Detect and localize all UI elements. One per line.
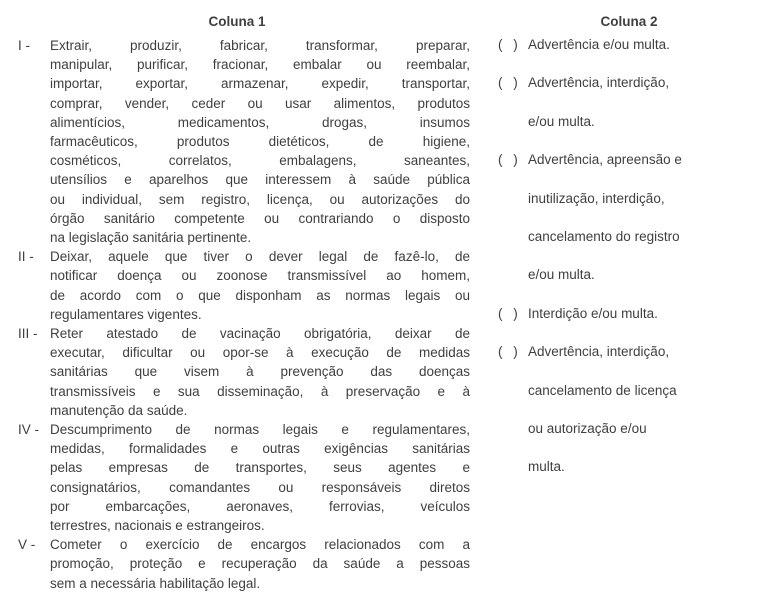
text-line: e/ou multa. [528, 113, 595, 129]
answer-blank: ( ) [498, 305, 518, 321]
coluna2-option [498, 295, 738, 333]
text-line: cancelamento de licença [528, 382, 677, 398]
text-line: multa. [528, 459, 565, 475]
text-line: medidas, formalidades e outras exigências sanitárias [50, 441, 470, 457]
coluna1-header: Coluna 1 [208, 14, 266, 29]
coluna1-item [18, 535, 470, 593]
coluna2-header: Coluna 2 [600, 14, 658, 29]
text-line: Extrair, produzir, fabricar, transformar, preparar, [50, 38, 470, 53]
item-marker: IV - [18, 422, 40, 438]
answer-blank: ( ) [498, 344, 518, 360]
item-marker: III - [18, 326, 38, 342]
text-line: terrestres, nacionais e estrangeiros. [50, 518, 265, 534]
item-marker: II - [18, 249, 34, 265]
option-text [528, 295, 738, 333]
text-line: Advertência, interdição, [528, 75, 670, 91]
item-text [50, 535, 470, 593]
coluna2-option [498, 64, 738, 141]
answer-blank: ( ) [498, 75, 518, 91]
text-line: ou autorização e/ou [528, 421, 647, 437]
text-line: Deixar, aquele que tiver o dever legal de fazê-lo, de [50, 249, 470, 265]
option-text [528, 141, 738, 295]
text-line: órgão sanitário competente ou contrariando o disposto [50, 210, 470, 226]
text-line: e/ou multa. [528, 267, 595, 283]
item-text [50, 247, 470, 324]
option-text [528, 64, 738, 141]
coluna1-item [18, 247, 470, 324]
coluna1-list [18, 36, 470, 593]
text-line: pelas empresas de transportes, seus agentes e [50, 460, 470, 476]
text-line: Reter atestado de vacinação obrigatória, deixar de [50, 326, 470, 342]
text-line: executar, dificultar ou opor-se à execução de medidas [50, 345, 470, 361]
text-line: manipular, purificar, fracionar, embalar ou reembalar, [50, 57, 470, 73]
item-marker: I - [18, 38, 30, 53]
text-line: por embarcações, aeronaves, ferrovias, veículos [50, 498, 470, 514]
text-line: Advertência, apreensão e [528, 152, 682, 168]
text-line: ou individual, sem registro, licença, ou autorizações do [50, 191, 470, 207]
text-line: cosméticos, correlatos, embalagens, saneantes, [50, 153, 470, 169]
text-line: utensílios e aparelhos que interessem à saúde pública [50, 172, 470, 188]
text-line: alimentícios, medicamentos, drogas, insumos [50, 114, 470, 130]
text-line: notificar doença ou zoonose transmissível ao homem, [50, 268, 470, 284]
option-text [528, 333, 738, 487]
text-line: Interdição e/ou multa. [528, 305, 658, 321]
text-line: comprar, vender, ceder ou usar alimentos, produtos [50, 95, 470, 111]
text-line: de acordo com o que disponham as normas legais ou [50, 287, 470, 303]
option-text [528, 26, 738, 64]
text-line: na legislação sanitária pertinente. [50, 230, 252, 246]
answer-blank: ( ) [498, 37, 518, 52]
coluna1-item [18, 324, 470, 420]
coluna2-option [498, 141, 738, 295]
answer-blank: ( ) [498, 152, 518, 168]
text-line: farmacêuticos, produtos dietéticos, de higiene, [50, 134, 470, 150]
item-text [50, 324, 470, 420]
item-text [50, 36, 470, 247]
text-line: inutilização, interdição, [528, 190, 665, 206]
text-line: Advertência, interdição, [528, 344, 670, 360]
text-line: promoção, proteção e recuperação da saúde a pessoas [50, 556, 470, 572]
text-line: sem a necessária habilitação legal. [50, 575, 261, 591]
text-line: regulamentares vigentes. [50, 306, 202, 322]
coluna2-option [498, 26, 738, 64]
text-line: importar, exportar, armazenar, expedir, transportar, [50, 76, 470, 92]
text-line: sanitárias que visem à prevenção das doenças [50, 364, 470, 380]
text-line: Advertência e/ou multa. [528, 37, 670, 52]
coluna1-item [18, 36, 470, 247]
item-text [50, 420, 470, 535]
coluna2-list [498, 26, 738, 487]
text-line: cancelamento do registro [528, 229, 680, 245]
coluna1-item [18, 420, 470, 535]
text-line: Descumprimento de normas legais e regulamentares, [50, 422, 470, 438]
text-line: consignatários, comandantes ou responsáveis diretos [50, 479, 470, 495]
item-marker: V - [18, 537, 36, 553]
coluna2-option [498, 333, 738, 487]
text-line: transmissíveis e sua disseminação, à preservação e à [50, 383, 470, 399]
text-line: manutenção da saúde. [50, 402, 188, 418]
text-line: Cometer o exercício de encargos relacionados com a [50, 537, 470, 553]
